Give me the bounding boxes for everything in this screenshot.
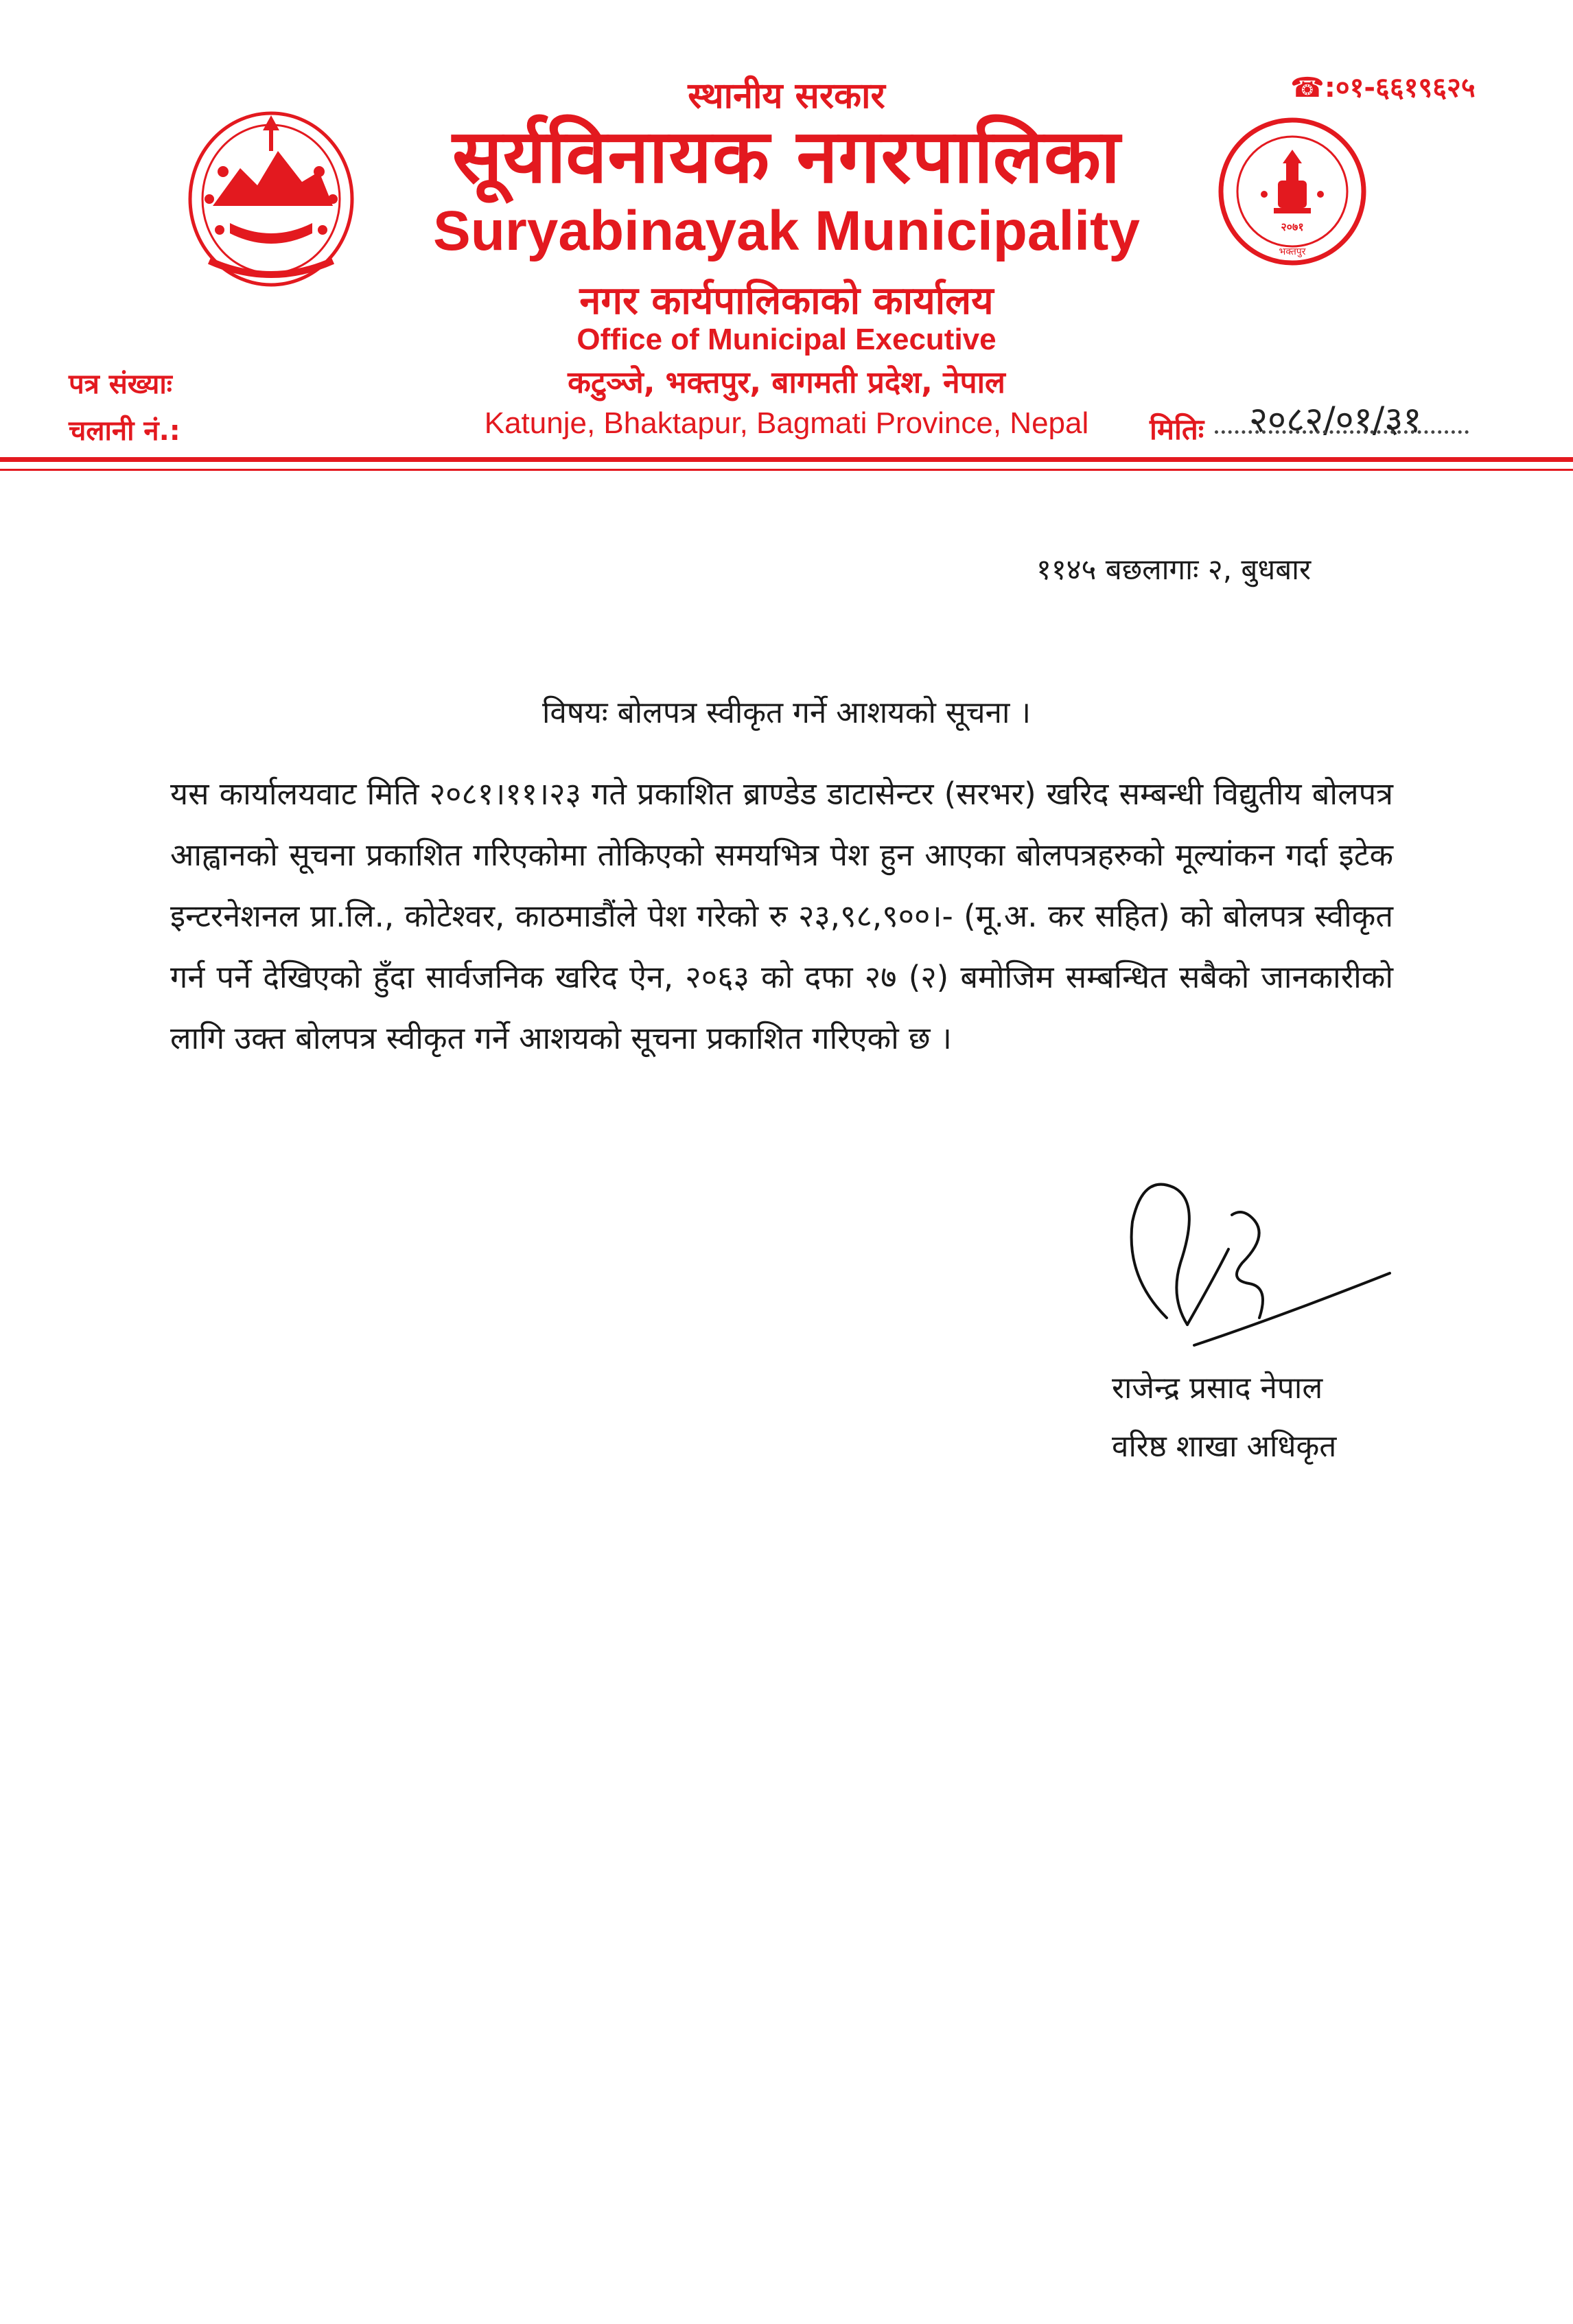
office-name-english: Office of Municipal Executive [576, 323, 997, 356]
date-dotted-line [1215, 429, 1469, 434]
header-rule-thin [0, 469, 1573, 471]
municipality-name-nepali: सूर्यविनायक नगरपालिका [452, 114, 1121, 200]
letter-number-label: पत्र संख्याः [69, 369, 172, 400]
address-nepali: कटुञ्जे, भक्तपुर, बागमती प्रदेश, नेपाल [568, 365, 1005, 400]
office-name-nepali: नगर कार्यपालिकाको कार्यालय [579, 279, 994, 323]
seal-year: २०७१ [1281, 220, 1304, 233]
date-value: २०८२/०१/३१ [1249, 399, 1422, 441]
local-government-label: स्थानीय सरकार [688, 75, 885, 117]
municipality-name-english: Suryabinayak Municipality [433, 200, 1140, 262]
letter-subject: विषयः बोलपत्र स्वीकृत गर्ने आशयको सूचना । [541, 695, 1032, 730]
signatory-title: वरिष्ठ शाखा अधिकृत [1112, 1429, 1337, 1464]
signatory-name: राजेन्द्र प्रसाद नेपाल [1112, 1371, 1323, 1406]
address-english: Katunje, Bhaktapur, Bagmati Province, Nepal [484, 406, 1089, 440]
date-label: मितिः [1150, 412, 1204, 446]
letter-body-paragraph: यस कार्यालयवाट मिति २०८१।११।२३ गते प्रकाशित ब्राण्डेड डाटासेन्टर (सरभर) खरिद सम्बन्धी विद्युतीय बोलपत्र आह्वानको सूचना प्रकाशित गरिएकोमा तोकिएको समयभित्र पेश हुन आएका बोलपत्रहरुको मूल्यांकन गर्दा इटेक इन्टरनेशनल प्रा.लि., कोटेश्वर, काठमाडौंले पेश गरेको रु २३,९८,९००।- (मू.अ. कर सहित) को बोलपत्र स्वीकृत गर्न पर्ने देखिएको हुँदा सार्वजनिक खरिद ऐन, २०६३ को दफा २७ (२) बमोजिम सम्बन्धित सबैको जानकारीको लागि उक्त बोलपत्र स्वीकृत गर्ने आशयको सूचना प्रकाशित गरिएको छ । [170, 776, 1393, 1056]
dispatch-number-label: चलानी नं.: [69, 415, 180, 447]
header-rule-thick [0, 457, 1573, 462]
handwritten-signature [1112, 1160, 1400, 1366]
nepal-sambat-dateline: ११४५ बछलागाः २, बुधबार [1036, 553, 1312, 586]
phone-number: ☎:०१-६६१९६२५ [1290, 72, 1476, 104]
seal-place: भक्तपुर [1279, 246, 1306, 257]
